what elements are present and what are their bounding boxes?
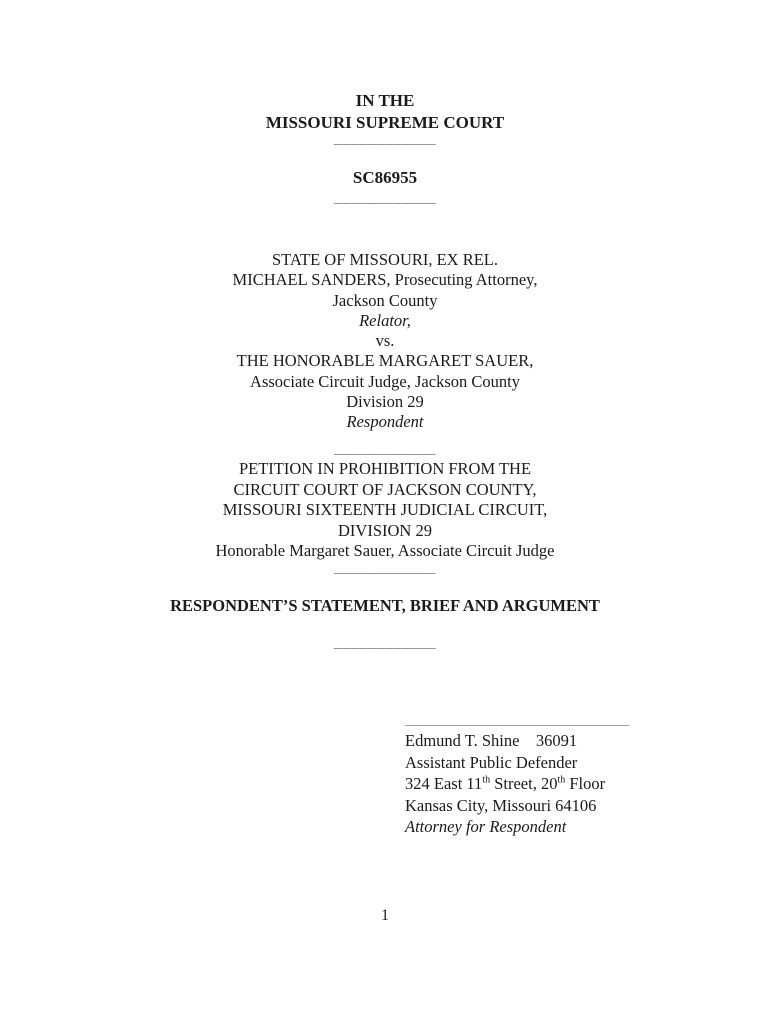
document-title: RESPONDENT’S STATEMENT, BRIEF AND ARGUMENT <box>170 596 600 615</box>
section-divider: ____________ <box>334 440 436 457</box>
court-header-line2: MISSOURI SUPREME COURT <box>265 113 505 132</box>
party-line: STATE OF MISSOURI, EX REL. <box>271 250 499 269</box>
petition-line-judge: Honorable Margaret Sauer, Associate Circuit Judge <box>215 541 555 561</box>
party-line: THE HONORABLE MARGARET SAUER, <box>236 351 534 371</box>
page-number: 1 <box>381 907 389 924</box>
signature-block <box>405 710 745 838</box>
party-line-vs: vs. <box>375 331 395 351</box>
address-ordinal: th <box>557 774 566 786</box>
address-ordinal: th <box>482 774 491 786</box>
attorney-name-and-bar: Edmund T. Shine 36091 <box>405 731 578 750</box>
party-line: Division 29 <box>346 392 424 412</box>
petition-heading-block <box>0 459 770 562</box>
section-divider: ____________ <box>334 634 436 651</box>
court-header-line1: IN THE <box>355 91 415 110</box>
address-part: Floor <box>565 774 606 793</box>
signature-rule: ____________________________ <box>405 711 629 728</box>
case-number: SC86955 <box>352 168 418 187</box>
section-divider: ____________ <box>334 559 436 576</box>
address-part: 324 East 11 <box>405 774 483 793</box>
attorney-capacity: Attorney for Respondent <box>405 817 567 836</box>
section-divider: ____________ <box>334 189 436 206</box>
attorney-address <box>405 773 745 795</box>
party-line: Associate Circuit Judge, Jackson County <box>250 371 520 391</box>
court-header <box>0 90 770 134</box>
party-line-respondent: Respondent <box>346 412 424 432</box>
petition-line: CIRCUIT COURT OF JACKSON COUNTY, <box>233 479 537 499</box>
party-line-relator: Relator, <box>359 310 411 330</box>
party-line: MICHAEL SANDERS, Prosecuting Attorney, <box>232 270 538 290</box>
section-divider: ____________ <box>334 130 436 147</box>
petition-line: DIVISION 29 <box>338 520 432 540</box>
petition-line: MISSOURI SIXTEENTH JUDICIAL CIRCUIT, <box>222 500 548 520</box>
attorney-city-line: Kansas City, Missouri 64106 <box>405 795 597 815</box>
address-part: Street, 20 <box>490 774 558 793</box>
petition-line: PETITION IN PROHIBITION FROM THE <box>238 459 532 478</box>
attorney-role: Assistant Public Defender <box>405 752 578 772</box>
party-block <box>0 250 770 433</box>
party-line: Jackson County <box>332 290 438 310</box>
